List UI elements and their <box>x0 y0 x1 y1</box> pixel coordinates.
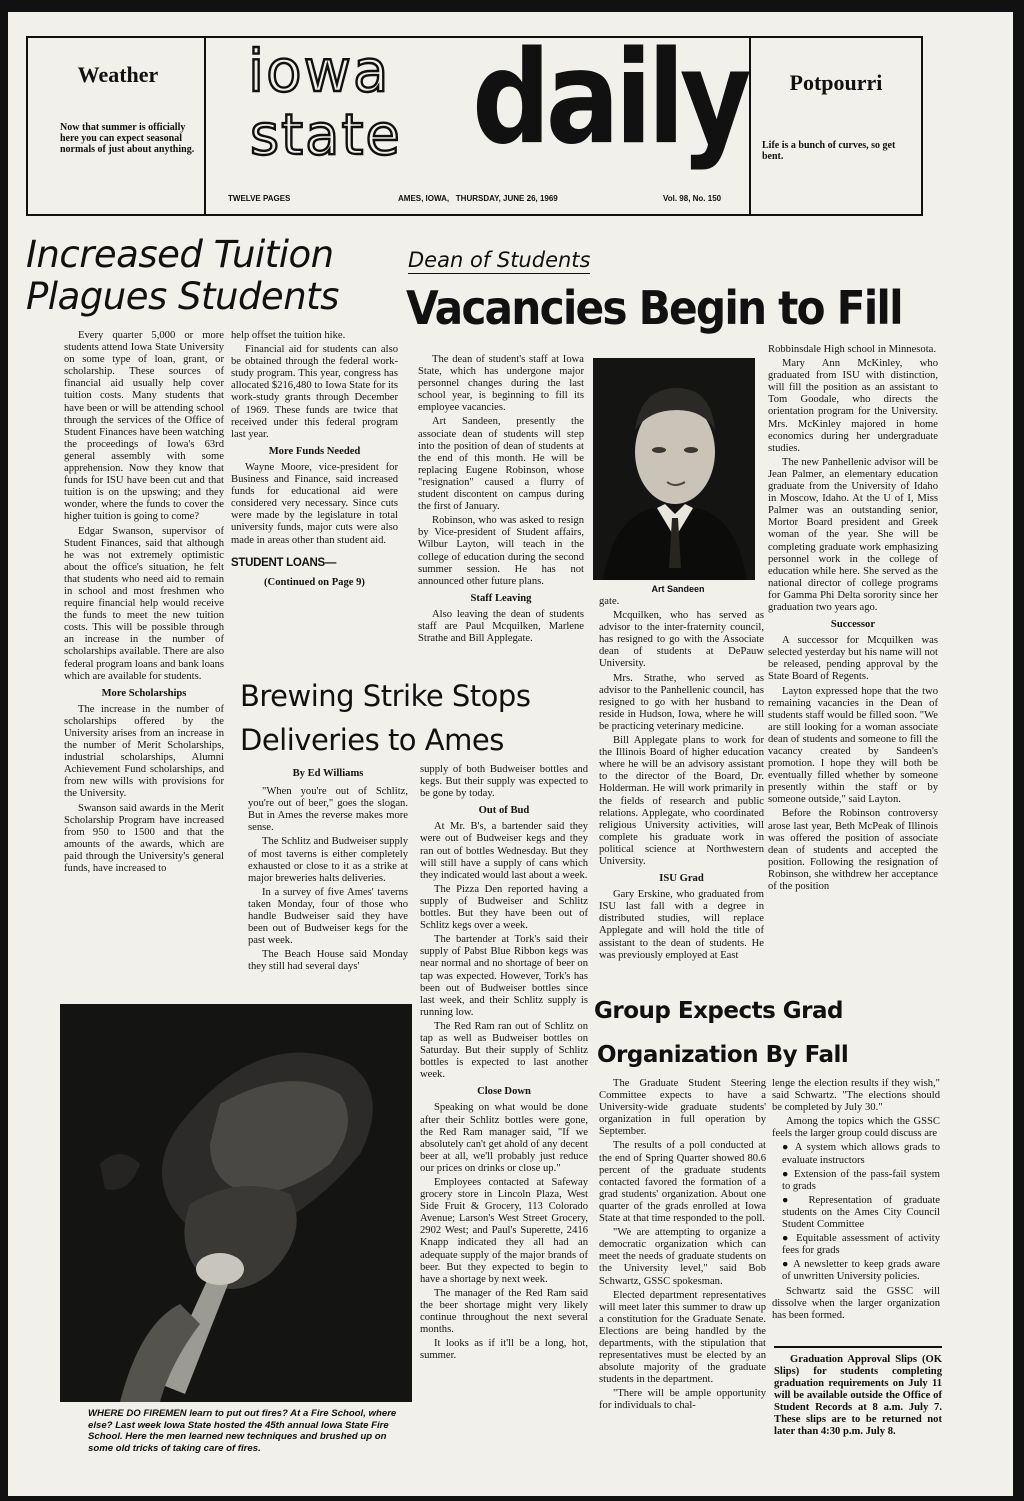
paragraph: The Red Ram ran out of Schlitz on tap as well as Budweiser bottles on Saturday. But their supply of Schlitz bottles is expected to last another week. <box>420 1020 588 1081</box>
paragraph: "We are attempting to organize a democratic organization which can meet the needs of graduate students on the University level," said Bob Schwartz, GSSC spokesman. <box>599 1227 766 1287</box>
byline: By Ed Williams <box>292 768 364 779</box>
paragraph: gate. <box>599 596 620 607</box>
grad-headline-2: Organization By Fall <box>597 1042 849 1068</box>
paragraph: In a survey of five Ames' taverns taken Monday, four of those who handle Budweiser said they have been out of Budweiser kegs for the past week. <box>248 886 408 947</box>
paragraph: Edgar Swanson, supervisor of Student Finances, said that although he was not extremely optimistic about the office's situation, he felt that students who need aid to remain in school and most freshmen who require financial help would receive the funds to meet the new tuition costs. This will be possible through an increase in the number of scholarships available. There are also federal program loans and bank loans which are available for students. <box>64 525 224 682</box>
tuition-column-2 <box>231 330 398 670</box>
paragraph: The manager of the Red Ram said the beer shortage might very likely continue throughout the next several months. <box>420 1287 588 1336</box>
paragraph: The Schlitz and Budweiser supply of most taverns is either completely exhausted or close to it as a strike at major breweries halts deliveries. <box>248 836 408 884</box>
paragraph: Every quarter 5,000 or more students attend Iowa State University on some type of loan, grant, or scholarship. These sources of financial aid usually help cover tuition costs. Many students that have been or will be attending school through the services of the Office of Student Finances have been watching the proceedings of Iowa's 63rd general assembly with some apprehension. Now they know that funds for ISU have been cut and that tuition is on the upswing; and they wonder, where the funds to cover the higher tuition is going to come? <box>64 330 224 523</box>
paragraph: Bill Applegate plans to work for the Illinois Board of higher education where he will be an advisory assistant to the director of the Board, Dr. Holderman. He will work primarily in the fields of research and public relations. Applegate, who coordinated religious University activities, will complete his graduate work in political science at Northwestern University. <box>599 735 764 867</box>
paragraph: Wayne Moore, vice-president for Business and Finance, said increased funds for educational aid were considered very necessary. Since cuts were made by the legislature in total university funds, major cuts were also made in areas other than student aid. <box>231 461 398 546</box>
paragraph: Employees contacted at Safeway grocery store in Lincoln Plaza, West Side Fruit & Grocery, 113 Colorado Avenue; Larson's West Street Grocery, 2902 West; and Paul's Superette, 2416 Knapp indicated they all had an adequate supply of the major brands of beer. But they expected to begin to have a shortage by next week. <box>420 1177 588 1285</box>
paragraph: Among the topics which the GSSC feels the larger group could discuss are <box>772 1116 940 1140</box>
paragraph: At Mr. B's, a bartender said they were out of Budweiser kegs and they ran out of bottles Wednesday. But they will still have a supply of cans which they indicated would last about a week. <box>420 821 588 881</box>
subhead-close-down: Close Down <box>477 1086 531 1098</box>
paragraph: lenge the election results if they wish," said Schwartz. "The elections should be completed by July 30." <box>772 1078 940 1114</box>
subhead-isu-grad: ISU Grad <box>659 873 704 885</box>
fire-smoke-icon <box>60 1004 412 1402</box>
paragraph: Mrs. Strathe, who served as advisor to the Panhellenic council, has resigned to go with her husband to reside in Hudson, Iowa, where he will be practicing veterinary medicine. <box>599 672 764 732</box>
paragraph: The results of a poll conducted at the end of Spring Quarter showed 80.6 percent of the graduate students contacted favored the formation of a grad students' organization. About one quarter of the grads enrolled at Iowa State at that time responded to the poll. <box>599 1140 766 1225</box>
weather-text: Now that summer is officially here you can expect seasonal normals of just about anything. <box>60 122 195 155</box>
paragraph: Also leaving the dean of students staff are Paul Mcquilken, Marlene Strathe and Bill Applegate. <box>418 608 584 645</box>
masthead-iowa: iowa <box>248 37 391 105</box>
paragraph: The Graduate Student Steering Committee expects to have a University-wide graduate students' organization in full operation by September. <box>599 1078 766 1138</box>
dean-kicker: Dean of Students <box>408 248 591 272</box>
paragraph: help offset the tuition hike. <box>231 330 346 341</box>
photo-caption-sandeen: Art Sandeen <box>651 584 705 594</box>
fire-photo-caption: WHERE DO FIREMEN learn to put out fires? At a Fire School, where else? Last week Iowa State hosted the 45th annual Iowa State Fire School. Here the men learned new techniques and brushed up on some old tricks of taking care of fires. <box>88 1408 397 1454</box>
paragraph: supply of both Budweiser bottles and kegs. But their supply was expected to be gone by today. <box>420 764 588 800</box>
paragraph: A successor for Mcquilken was selected yesterday but his name will not be released, pending approval by the State Board of Regents. <box>768 635 938 683</box>
grad-column-1 <box>599 1078 766 1490</box>
continued-line: (Continued on Page 9) <box>264 576 365 588</box>
newspaper-page <box>8 12 1013 1496</box>
notice-rule <box>774 1346 942 1348</box>
paragraph: Robbinsdale High school in Minnesota. <box>768 344 937 355</box>
bullet-item: ● A newsletter to keep grads aware of unwritten University policies. <box>782 1259 940 1283</box>
potpourri-title: Potpourri <box>789 70 883 95</box>
dean-column-1 <box>418 354 584 654</box>
paragraph: Mcquilken, who has served as advisor to the inter-fraternity council, has resigned to go with the Associate dean of students at DePauw University. <box>599 610 764 670</box>
paragraph: The bartender at Tork's said their supply of Pabst Blue Ribbon kegs was near normal and no shortage of beer on tap was expected. However, Tork's has been out of Budweiser bottles since last week, and their Schlitz supply is running low. <box>420 934 588 1018</box>
paragraph: Financial aid for students can also be obtained through the federal work-study program. This year, congress has allocated $216,480 to Iowa State for its work-study grants through December of 1969. These funds are twice that received under this federal program last year. <box>231 344 398 440</box>
paragraph: The Beach House said Monday they still had several days' <box>248 949 408 973</box>
tuition-headline-2: Plagues Students <box>26 275 339 318</box>
paragraph: Gary Erskine, who graduated from ISU last fall with a degree in distributed studies, will replace Applegate and will hold the title of assistant to the dean of students. He was previously employed at East <box>599 889 764 961</box>
bullet-item: ● Extension of the pass-fail system to grads <box>782 1168 940 1192</box>
paragraph: Elected department representatives will meet later this summer to draw up a constitution for the Graduate Senate. Elections are being handled by the departments, with the stipulation that representatives must be elected by an absolute majority of the graduate students in the department. <box>599 1289 766 1386</box>
dean-column-3 <box>768 344 938 994</box>
sandeen-photo <box>593 358 755 580</box>
subhead-more-scholarships: More Scholarships <box>101 687 187 699</box>
student-loans-jump: STUDENT LOANS— <box>231 556 337 569</box>
paragraph: The dean of student's staff at Iowa State, which has undergone major personnel changes during the last school year, is beginning to fill its employee vacancies. <box>418 354 584 414</box>
paragraph: Speaking on what would be done after their Schlitz bottles were gone, the Red Ram manager said, "If we absolutely can't get ahold of any decent beer at all, we'll probably just reduce our prices on drinks or close up." <box>420 1102 588 1174</box>
brewing-headline-2: Deliveries to Ames <box>240 723 504 757</box>
subhead-successor: Successor <box>830 619 876 631</box>
paragraph: Robinson, who was asked to resign by Vice-president of Student affairs, Wilbur Layton, will teach in the college of education during the second summer session. He has not announced other future plans. <box>418 515 584 587</box>
paragraph: Schwartz said the GSSC will dissolve when the larger organization has been formed. <box>772 1285 940 1321</box>
paragraph: Before the Robinson controversy arose last year, Beth McPeak of Illinois was offered the position of associate dean of students and accepted the position. Following the resignation of Robinson, she withdrew her acceptance of the position <box>768 808 938 893</box>
page-count: TWELVE PAGES <box>228 194 291 203</box>
weather-title: Weather <box>77 62 159 87</box>
paragraph: Swanson said awards in the Merit Scholarship Program have increased from 950 to 1500 and that the amounts of the awards, which are paid through the University's general funds, have increased to <box>64 802 224 875</box>
paragraph: "When you're out of Schlitz, you're out of beer," goes the slogan. But in Ames the reverse makes more sense. <box>248 786 408 834</box>
paragraph: Art Sandeen, presently the associate dean of students will step into the position of dean of students at the end of this month. He will be replacing Eugene Robinson, whose "resignation" caused a flurry of student discontent on campus during the first of January. <box>418 416 584 513</box>
masthead-divider-left <box>204 38 206 214</box>
portrait-silhouette-icon <box>593 358 755 580</box>
grad-column-2 <box>772 1078 940 1340</box>
graduation-notice: Graduation Approval Slips (OK Slips) for students completing graduation requirements on July 11 will be available outside the Office of Student Records at 8 a.m. July 7. These slips are to be returned not later than 4:30 p.m. July 8. <box>774 1354 942 1437</box>
tuition-column-1 <box>64 330 224 990</box>
masthead-divider-right <box>749 38 751 214</box>
grad-headline-1: Group Expects Grad <box>594 998 844 1024</box>
paragraph: Layton expressed hope that the two remaining vacancies in the Dean of students staff would be filled soon. "We are still looking for a woman associate dean of students and someone to fill the vacancy created by Sandeen's promotion. I hope they will both be eventually filled whether by someone presently within the staff or by someone outside," said Layton. <box>768 685 938 806</box>
paragraph: "There will be ample opportunity for individuals to chal- <box>599 1388 766 1412</box>
fire-school-photo <box>60 1004 412 1402</box>
bullet-item: ● Equitable assessment of activity fees for grads <box>782 1233 940 1257</box>
potpourri-text: Life is a bunch of curves, so get bent. <box>762 140 896 162</box>
subhead-more-funds: More Funds Needed <box>268 445 361 457</box>
masthead-state: state <box>250 103 402 168</box>
dateline: AMES, IOWA, THURSDAY, JUNE 26, 1969 <box>398 194 558 203</box>
subhead-staff-leaving: Staff Leaving <box>470 592 532 604</box>
bullet-item: ● Representation of graduate students on the Ames City Council Student Committee <box>782 1194 940 1231</box>
brewing-column-1 <box>248 768 408 988</box>
dean-headline: Vacancies Begin to Fill <box>406 281 902 335</box>
paragraph: The new Panhellenic advisor will be Jean Palmer, an elementary education graduate from the University of Idaho in Moscow, Idaho. At the U of I, Miss Palmer was an outstanding senior, Mortor Board president and Greek woman of the year. She will be completing graduate work emphasizing personnel work in the college of education while here. She served as the national director of college programs for Gamma Phi Delta sorority since her graduation two years ago. <box>768 456 938 613</box>
masthead-daily: daily <box>472 24 747 173</box>
tuition-headline-1: Increased Tuition <box>26 233 334 276</box>
brewing-column-2 <box>420 764 588 1490</box>
paragraph: Mary Ann McKinley, who graduated from ISU with distinction, will fill the position as an assistant to Tom Goodale, who directs the orientation program for the University. Mrs. McKinley majored in home economics during her undergraduate studies. <box>768 358 938 454</box>
brewing-headline-1: Brewing Strike Stops <box>240 679 531 713</box>
bullet-item: ● A system which allows grads to evaluate instructors <box>782 1142 940 1166</box>
subhead-out-of-bud: Out of Bud <box>478 805 530 817</box>
paragraph: It looks as if it'll be a long, hot, summer. <box>420 1338 588 1362</box>
paragraph: The Pizza Den reported having a supply of Budweiser and Schlitz bottles. But they have been out of Schlitz kegs over a week. <box>420 883 588 932</box>
dean-column-2 <box>599 596 764 976</box>
volume-number: Vol. 98, No. 150 <box>663 194 722 203</box>
paragraph: The increase in the number of scholarships offered by the University arises from an increase in the number of Merit Scholarships, industrial scholarships, Alumni Achievement Fund scholarships, and from new wills with provisions for the University. <box>64 703 224 800</box>
